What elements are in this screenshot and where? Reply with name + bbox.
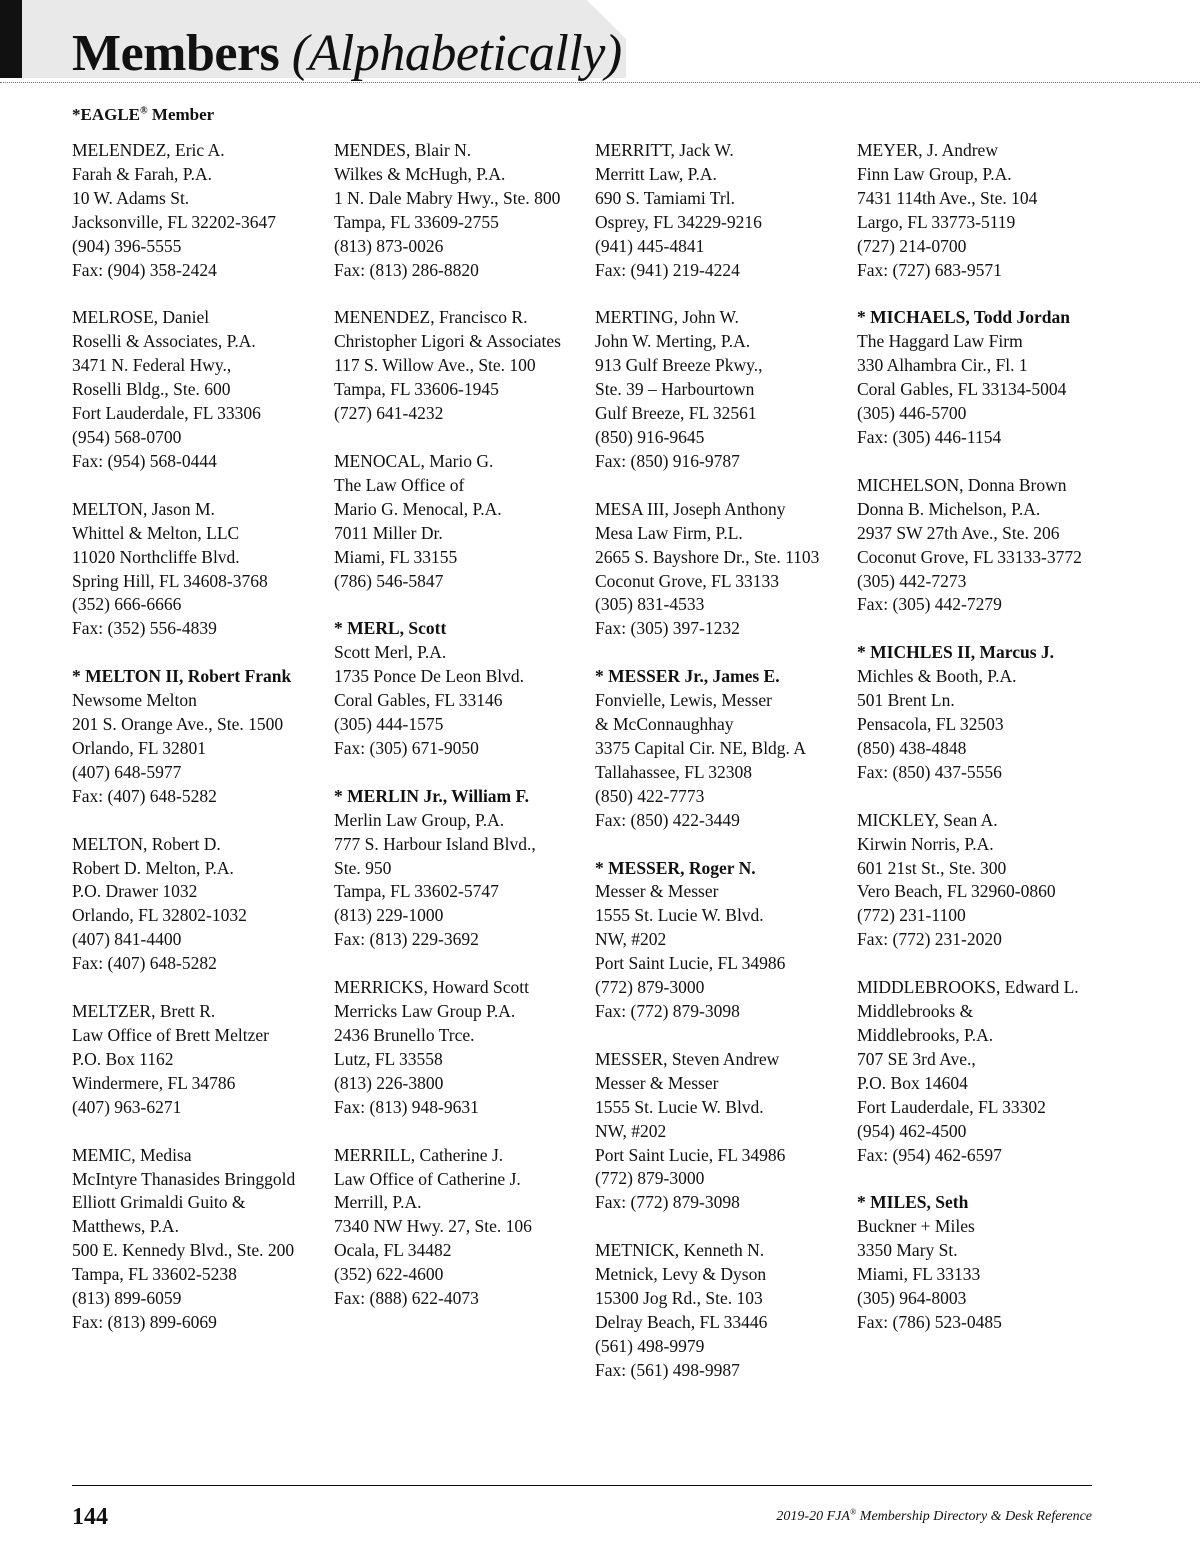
member-name: * MILES, Seth: [857, 1192, 969, 1213]
member-detail-line: Miami, FL 33155: [334, 546, 458, 567]
member-detail-line: Fax: (850) 422-3449: [595, 809, 740, 830]
member-detail-line: Merrill, P.A.: [334, 1192, 422, 1213]
member-detail-line: Tallahassee, FL 32308: [595, 761, 753, 782]
member-name: MELTON, Robert D.: [72, 833, 221, 854]
header-accent-bar: [0, 0, 22, 78]
member-detail-line: Fax: (407) 648-5282: [72, 953, 217, 974]
member-detail-line: (954) 462-4500: [857, 1120, 967, 1141]
member-name: * MERLIN Jr., William F.: [334, 785, 529, 806]
member-detail-line: (813) 899-6059: [72, 1288, 182, 1309]
member-entry: [857, 306, 1102, 449]
member-detail-line: (561) 498-9979: [595, 1335, 705, 1356]
page-title-sub: (Alphabetically): [291, 25, 622, 82]
member-detail-line: 10 W. Adams St.: [72, 187, 190, 208]
member-entry: [334, 976, 579, 1119]
member-detail-line: Fort Lauderdale, FL 33306: [72, 403, 261, 424]
member-detail-line: Tampa, FL 33602-5238: [72, 1264, 237, 1285]
member-detail-line: Scott Merl, P.A.: [334, 642, 447, 663]
member-name: MESA III, Joseph Anthony: [595, 498, 786, 519]
footer-publication-title: [776, 1507, 1092, 1527]
member-detail-line: Coconut Grove, FL 33133: [595, 570, 780, 591]
member-detail-line: Fax: (850) 916-9787: [595, 450, 740, 471]
member-entry: [72, 498, 317, 641]
member-entry: [595, 1239, 840, 1382]
member-detail-line: Roselli Bldg., Ste. 600: [72, 379, 231, 400]
member-name: MERRILL, Catherine J.: [334, 1144, 504, 1165]
member-detail-line: Michles & Booth, P.A.: [857, 666, 1017, 687]
member-entry: [334, 1144, 579, 1311]
member-detail-line: Buckner + Miles: [857, 1216, 975, 1237]
member-detail-line: Windermere, FL 34786: [72, 1072, 236, 1093]
member-name: MELTZER, Brett R.: [72, 1001, 216, 1022]
member-detail-line: 501 Brent Ln.: [857, 690, 955, 711]
member-name: MICKLEY, Sean A.: [857, 809, 998, 830]
member-detail-line: (352) 666-6666: [72, 594, 182, 615]
member-detail-line: (813) 226-3800: [334, 1072, 444, 1093]
member-detail-line: Finn Law Group, P.A.: [857, 163, 1012, 184]
member-entry: [595, 665, 840, 832]
member-entry: [72, 1000, 317, 1120]
member-detail-line: 11020 Northcliffe Blvd.: [72, 546, 240, 567]
member-name: MERRITT, Jack W.: [595, 140, 734, 160]
member-detail-line: (305) 442-7273: [857, 570, 967, 591]
member-detail-line: McIntyre Thanasides Bringgold: [72, 1168, 296, 1189]
member-detail-line: Messer & Messer: [595, 1072, 719, 1093]
member-detail-line: 777 S. Harbour Island Blvd.,: [334, 833, 536, 854]
member-detail-line: John W. Merting, P.A.: [595, 331, 751, 352]
member-name: * MELTON II, Robert Frank: [72, 666, 292, 687]
member-detail-line: Whittel & Melton, LLC: [72, 522, 240, 543]
member-detail-line: (772) 879-3000: [595, 977, 705, 998]
member-detail-line: (305) 831-4533: [595, 594, 705, 615]
member-name: MERTING, John W.: [595, 307, 739, 328]
member-detail-line: Fax: (305) 442-7279: [857, 594, 1002, 615]
member-detail-line: Jacksonville, FL 32202-3647: [72, 211, 276, 232]
member-detail-line: (407) 648-5977: [72, 761, 182, 782]
member-detail-line: Fax: (954) 462-6597: [857, 1144, 1002, 1165]
member-detail-line: 1555 St. Lucie W. Blvd.: [595, 905, 764, 926]
member-detail-line: Fax: (305) 671-9050: [334, 737, 479, 758]
member-entry: [857, 139, 1102, 282]
member-detail-line: Fax: (888) 622-4073: [334, 1288, 479, 1309]
member-name: MENENDEZ, Francisco R.: [334, 307, 528, 328]
member-detail-line: NW, #202: [595, 929, 667, 950]
member-name: MEYER, J. Andrew: [857, 140, 998, 160]
member-detail-line: 500 E. Kennedy Blvd., Ste. 200: [72, 1240, 295, 1261]
member-detail-line: (850) 916-9645: [595, 426, 705, 447]
member-detail-line: Vero Beach, FL 32960-0860: [857, 881, 1056, 902]
member-name: * MICHLES II, Marcus J.: [857, 642, 1055, 663]
member-detail-line: & McConnaughhay: [595, 714, 734, 735]
member-name: MELENDEZ, Eric A.: [72, 140, 225, 160]
member-entry: [857, 474, 1102, 617]
member-detail-line: 1555 St. Lucie W. Blvd.: [595, 1096, 764, 1117]
member-name: MESSER, Steven Andrew: [595, 1048, 780, 1069]
member-detail-line: Fax: (772) 879-3098: [595, 1192, 740, 1213]
member-detail-line: Robert D. Melton, P.A.: [72, 857, 234, 878]
member-detail-line: Largo, FL 33773-5119: [857, 211, 1016, 232]
member-detail-line: The Law Office of: [334, 474, 465, 495]
member-detail-line: Tampa, FL 33602-5747: [334, 881, 499, 902]
member-detail-line: Merritt Law, P.A.: [595, 163, 717, 184]
member-detail-line: Orlando, FL 32802-1032: [72, 905, 247, 926]
member-entry: [72, 833, 317, 976]
page-title: [72, 16, 622, 92]
member-entry: [595, 1048, 840, 1215]
member-name: * MESSER, Roger N.: [595, 857, 756, 878]
member-detail-line: 7340 NW Hwy. 27, Ste. 106: [334, 1216, 532, 1237]
member-detail-line: Coral Gables, FL 33146: [334, 690, 503, 711]
member-detail-line: Spring Hill, FL 34608-3768: [72, 570, 268, 591]
member-detail-line: Tampa, FL 33609-2755: [334, 211, 499, 232]
member-detail-line: (813) 873-0026: [334, 235, 444, 256]
member-detail-line: 913 Gulf Breeze Pkwy.,: [595, 355, 763, 376]
member-detail-line: Matthews, P.A.: [72, 1216, 179, 1237]
member-detail-line: (305) 964-8003: [857, 1288, 967, 1309]
member-entry: [595, 306, 840, 473]
member-entry: [857, 1191, 1102, 1334]
member-detail-line: Osprey, FL 34229-9216: [595, 211, 762, 232]
member-detail-line: Donna B. Michelson, P.A.: [857, 498, 1041, 519]
member-detail-line: Merricks Law Group P.A.: [334, 1001, 516, 1022]
member-detail-line: (407) 963-6271: [72, 1096, 182, 1117]
member-detail-line: Ocala, FL 34482: [334, 1240, 452, 1261]
member-entry: [334, 785, 579, 952]
member-detail-line: (727) 641-4232: [334, 403, 444, 424]
member-detail-line: Farah & Farah, P.A.: [72, 163, 212, 184]
member-detail-line: Fax: (850) 437-5556: [857, 761, 1002, 782]
legend-prefix: *EAGLE: [72, 105, 141, 124]
member-detail-line: Fax: (954) 568-0444: [72, 450, 217, 471]
member-entry: [72, 665, 317, 808]
footer-title-prefix: 2019-20 FJA: [776, 1509, 850, 1524]
member-detail-line: Middlebrooks, P.A.: [857, 1025, 994, 1045]
member-detail-line: Fax: (305) 446-1154: [857, 426, 1002, 447]
member-entry: [334, 617, 579, 760]
member-detail-line: Fax: (813) 899-6069: [72, 1311, 217, 1332]
member-detail-line: (305) 444-1575: [334, 714, 444, 735]
member-detail-line: Port Saint Lucie, FL 34986: [595, 953, 786, 974]
member-detail-line: (941) 445-4841: [595, 235, 705, 256]
member-detail-line: (772) 879-3000: [595, 1168, 705, 1189]
member-entry: [334, 306, 579, 426]
member-detail-line: Law Office of Brett Meltzer: [72, 1025, 269, 1045]
member-entry: [595, 857, 840, 1024]
member-detail-line: Port Saint Lucie, FL 34986: [595, 1144, 786, 1165]
member-name: * MICHAELS, Todd Jordan: [857, 307, 1070, 328]
footer-title-suffix: Membership Directory & Desk Reference: [856, 1509, 1092, 1524]
member-detail-line: (786) 546-5847: [334, 570, 444, 591]
member-entry: [857, 641, 1102, 784]
member-detail-line: (904) 396-5555: [72, 235, 182, 256]
member-detail-line: Fax: (305) 397-1232: [595, 618, 740, 639]
member-detail-line: Gulf Breeze, FL 32561: [595, 403, 757, 424]
member-entry: [334, 139, 579, 282]
member-detail-line: (850) 422-7773: [595, 785, 705, 806]
member-detail-line: NW, #202: [595, 1120, 667, 1141]
member-detail-line: The Haggard Law Firm: [857, 331, 1023, 352]
member-detail-line: P.O. Box 1162: [72, 1048, 174, 1069]
member-detail-line: 707 SE 3rd Ave.,: [857, 1048, 976, 1069]
member-detail-line: (813) 229-1000: [334, 905, 444, 926]
member-name: MENOCAL, Mario G.: [334, 450, 494, 471]
member-detail-line: Coral Gables, FL 33134-5004: [857, 379, 1067, 400]
member-detail-line: Wilkes & McHugh, P.A.: [334, 163, 506, 184]
member-entry: [334, 450, 579, 593]
member-detail-line: Tampa, FL 33606-1945: [334, 379, 499, 400]
member-detail-line: Fax: (786) 523-0485: [857, 1311, 1002, 1332]
legend-suffix: Member: [147, 105, 215, 124]
member-detail-line: Fort Lauderdale, FL 33302: [857, 1096, 1046, 1117]
member-name: MELROSE, Daniel: [72, 307, 210, 328]
member-name: METNICK, Kenneth N.: [595, 1240, 765, 1261]
member-detail-line: Elliott Grimaldi Guito &: [72, 1192, 246, 1213]
member-detail-line: Fax: (772) 231-2020: [857, 929, 1002, 950]
member-entry: [72, 139, 317, 282]
member-detail-line: (954) 568-0700: [72, 426, 182, 447]
member-detail-line: 1735 Ponce De Leon Blvd.: [334, 666, 525, 687]
member-detail-line: Fax: (904) 358-2424: [72, 259, 217, 280]
member-detail-line: 3350 Mary St.: [857, 1240, 958, 1261]
member-entry: [595, 498, 840, 641]
member-detail-line: Newsome Melton: [72, 690, 197, 711]
member-detail-line: 690 S. Tamiami Trl.: [595, 187, 735, 208]
member-name: MERRICKS, Howard Scott: [334, 977, 529, 998]
member-detail-line: (850) 438-4848: [857, 737, 967, 758]
member-detail-line: Fax: (941) 219-4224: [595, 259, 740, 280]
member-detail-line: Fonvielle, Lewis, Messer: [595, 690, 772, 711]
member-detail-line: 3471 N. Federal Hwy.,: [72, 355, 232, 376]
directory-column-2: [334, 139, 579, 1335]
member-detail-line: 1 N. Dale Mabry Hwy., Ste. 800: [334, 187, 561, 208]
member-detail-line: Pensacola, FL 32503: [857, 714, 1004, 735]
member-detail-line: Fax: (813) 229-3692: [334, 929, 479, 950]
member-detail-line: Fax: (813) 286-8820: [334, 259, 479, 280]
member-detail-line: (772) 231-1100: [857, 905, 966, 926]
eagle-member-legend: [72, 104, 214, 126]
member-name: * MERL, Scott: [334, 618, 447, 639]
footer-rule: [72, 1485, 1092, 1486]
directory-column-3: [595, 139, 840, 1407]
member-name: MIDDLEBROOKS, Edward L.: [857, 977, 1079, 998]
member-detail-line: Coconut Grove, FL 33133-3772: [857, 546, 1082, 567]
member-detail-line: Merlin Law Group, P.A.: [334, 809, 505, 830]
page-number: 144: [72, 1504, 108, 1530]
member-detail-line: P.O. Box 14604: [857, 1072, 968, 1093]
member-entry: [857, 809, 1102, 952]
member-detail-line: Mario G. Menocal, P.A.: [334, 498, 502, 519]
member-detail-line: Fax: (772) 879-3098: [595, 1001, 740, 1021]
member-detail-line: (305) 446-5700: [857, 403, 967, 424]
member-detail-line: 7011 Miller Dr.: [334, 522, 443, 543]
member-detail-line: Metnick, Levy & Dyson: [595, 1264, 767, 1285]
member-detail-line: 2436 Brunello Trce.: [334, 1025, 475, 1045]
member-detail-line: Mesa Law Firm, P.L.: [595, 522, 743, 543]
member-detail-line: Ste. 950: [334, 857, 392, 878]
member-detail-line: Fax: (813) 948-9631: [334, 1096, 479, 1117]
member-detail-line: Lutz, FL 33558: [334, 1048, 443, 1069]
member-entry: [72, 1144, 317, 1335]
member-detail-line: Fax: (407) 648-5282: [72, 785, 217, 806]
member-detail-line: 601 21st St., Ste. 300: [857, 857, 1007, 878]
member-detail-line: 3375 Capital Cir. NE, Bldg. A: [595, 737, 806, 758]
member-detail-line: Fax: (561) 498-9987: [595, 1359, 740, 1380]
member-detail-line: Messer & Messer: [595, 881, 719, 902]
member-name: MELTON, Jason M.: [72, 498, 215, 519]
page-title-main: Members: [72, 25, 280, 82]
member-detail-line: Delray Beach, FL 33446: [595, 1311, 768, 1332]
member-detail-line: 15300 Jog Rd., Ste. 103: [595, 1288, 763, 1309]
member-detail-line: Orlando, FL 32801: [72, 737, 206, 758]
member-name: MENDES, Blair N.: [334, 140, 472, 160]
member-detail-line: 330 Alhambra Cir., Fl. 1: [857, 355, 1028, 376]
member-detail-line: Kirwin Norris, P.A.: [857, 833, 994, 854]
member-detail-line: Christopher Ligori & Associates: [334, 331, 561, 352]
member-detail-line: 2665 S. Bayshore Dr., Ste. 1103: [595, 546, 820, 567]
member-name: MICHELSON, Donna Brown: [857, 474, 1067, 495]
member-detail-line: (407) 841-4400: [72, 929, 182, 950]
member-detail-line: Ste. 39 – Harbourtown: [595, 379, 755, 400]
member-detail-line: 2937 SW 27th Ave., Ste. 206: [857, 522, 1060, 543]
member-detail-line: (352) 622-4600: [334, 1264, 444, 1285]
directory-column-4: [857, 139, 1102, 1359]
member-detail-line: Middlebrooks &: [857, 1001, 974, 1022]
directory-column-1: [72, 139, 317, 1359]
footer-registered-mark: ®: [849, 1507, 857, 1517]
legend-registered-mark: ®: [140, 105, 148, 117]
member-entry: [595, 139, 840, 282]
member-name: MEMIC, Medisa: [72, 1144, 192, 1165]
member-detail-line: 7431 114th Ave., Ste. 104: [857, 187, 1038, 208]
member-detail-line: (727) 214-0700: [857, 235, 967, 256]
member-detail-line: Roselli & Associates, P.A.: [72, 331, 256, 352]
member-detail-line: Fax: (727) 683-9571: [857, 259, 1002, 280]
member-name: * MESSER Jr., James E.: [595, 666, 780, 687]
member-detail-line: P.O. Drawer 1032: [72, 881, 198, 902]
member-detail-line: 201 S. Orange Ave., Ste. 1500: [72, 714, 284, 735]
member-detail-line: Law Office of Catherine J.: [334, 1168, 521, 1189]
member-detail-line: Fax: (352) 556-4839: [72, 618, 217, 639]
member-detail-line: 117 S. Willow Ave., Ste. 100: [334, 355, 536, 376]
member-entry: [72, 306, 317, 473]
member-detail-line: Miami, FL 33133: [857, 1264, 981, 1285]
member-entry: [857, 976, 1102, 1167]
